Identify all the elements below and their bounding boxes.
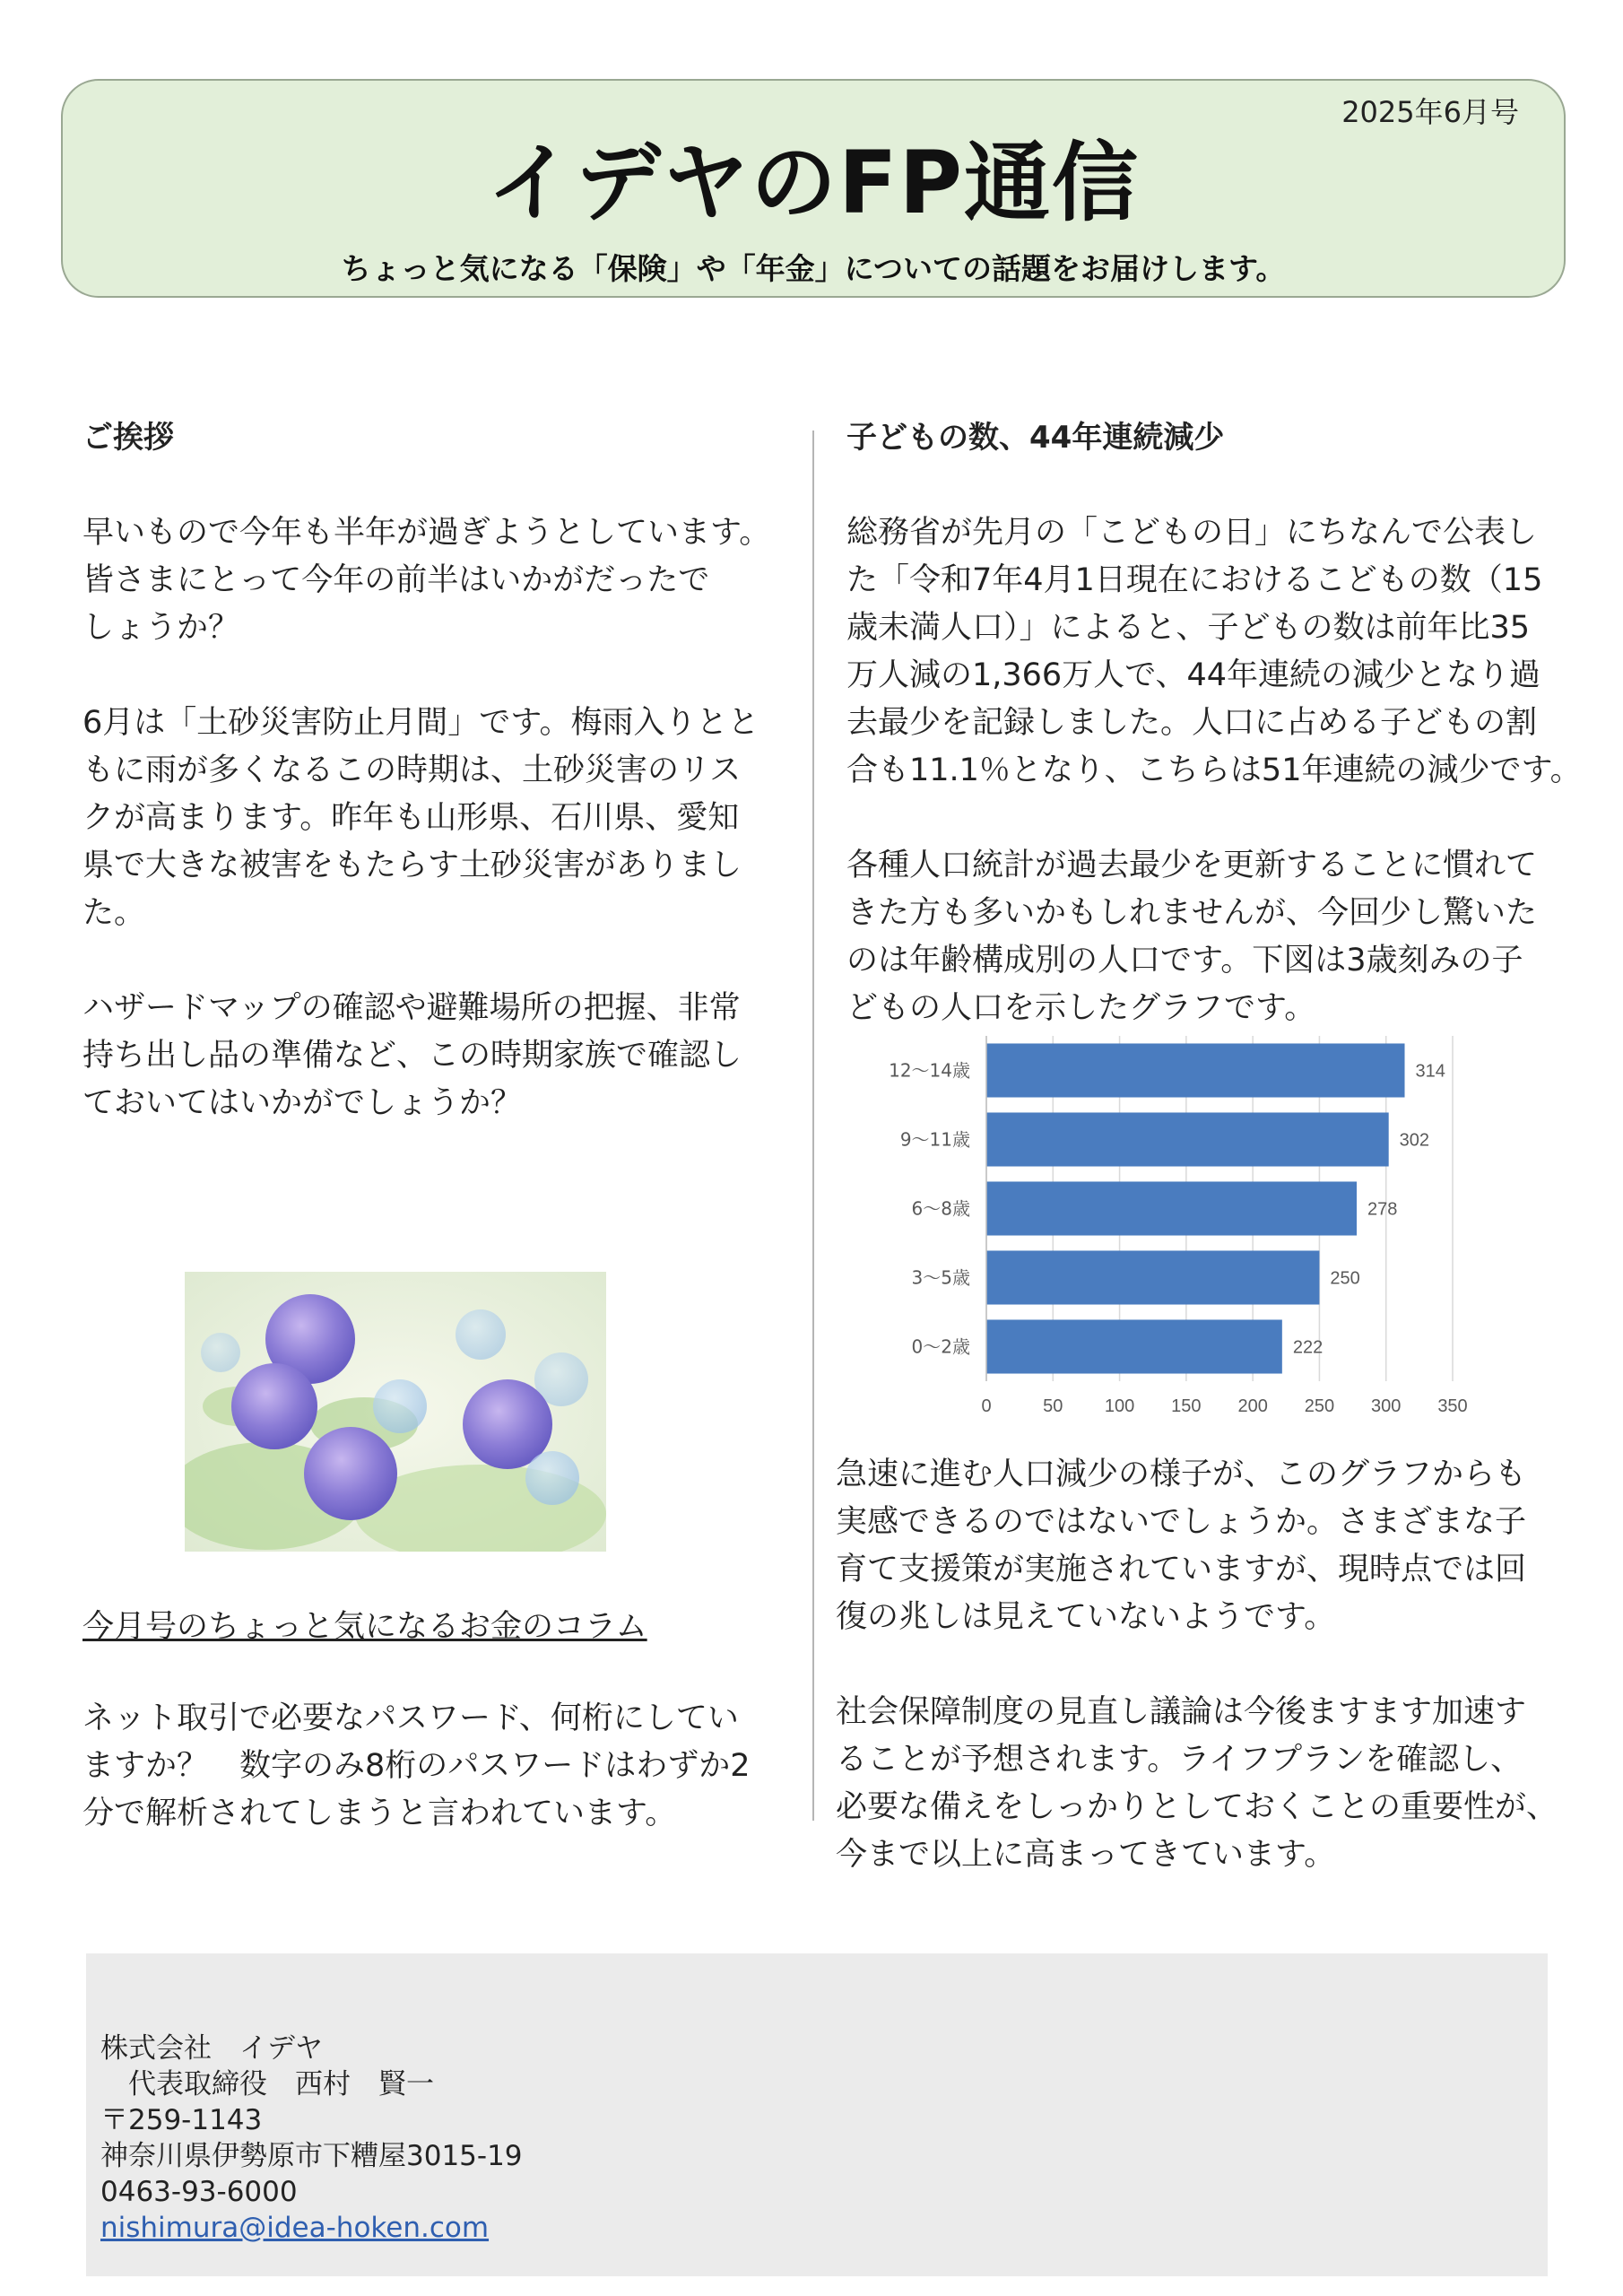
children-heading: 子どもの数、44年連続減少 — [846, 420, 1225, 456]
greeting-heading: ご挨拶 — [82, 420, 174, 456]
greeting-paragraph: ハザードマップの確認や避難場所の把握、非常 持ち出し品の準備など、この時期家族で確認し ておいてはいかがでしょうか？ — [82, 990, 742, 1121]
children-paragraph: 各種人口統計が過去最少を更新することに慣れて きた方も多いかもしれませんが、今回少し驚いた のは年齢構成別の人口です。下図は3歳刻みの子 どもの人口を示したグラフです。 — [846, 848, 1538, 1026]
greeting-paragraph: 6月は「土砂災害防止月間」です。梅雨入りとと もに雨が多くなるこの時期は、土砂災害のリス クが高まります。昨年も山形県、石川県、愛知 県で大きな被害をもたらす土砂災害がありまし た。 — [82, 705, 759, 931]
conclusion-paragraph: 急速に進む人口減少の様子が、このグラフからも 実感できるのではないでしょうか。さまざまな子 育て支援策が実施されていますが、現時点では回 復の兆しは見えていないようです。 — [836, 1457, 1527, 1635]
x-tick-label: 0 — [981, 1396, 992, 1416]
bar — [986, 1319, 1282, 1373]
newsletter-subtitle: ちょっと気になる「保険」や「年金」についての話題をお届けします。 — [341, 251, 1286, 286]
x-tick-label: 150 — [1171, 1396, 1202, 1416]
data-label: 302 — [1399, 1130, 1430, 1151]
company-name: 株式会社 イデヤ — [100, 2032, 323, 2065]
x-tick-label: 250 — [1304, 1396, 1335, 1416]
x-tick-label: 50 — [1043, 1396, 1063, 1416]
postal-code: 〒259-1143 — [100, 2104, 263, 2136]
category-label: 9～11歳 — [899, 1128, 970, 1151]
bar — [986, 1112, 1389, 1166]
newsletter-title: イデヤのFP通信 — [487, 133, 1140, 233]
greeting-section — [82, 414, 800, 1127]
email-link[interactable]: nishimura@idea-hoken.com — [100, 2212, 490, 2244]
age-population-chart — [843, 1031, 1488, 1435]
column-divider — [812, 430, 814, 1821]
data-label: 278 — [1367, 1199, 1398, 1220]
category-label: 0～2歳 — [911, 1335, 970, 1358]
children-section — [846, 414, 1591, 1032]
data-label: 250 — [1330, 1268, 1360, 1289]
category-label: 3～5歳 — [911, 1266, 970, 1289]
category-label: 6～8歳 — [911, 1197, 970, 1220]
data-label: 314 — [1415, 1061, 1445, 1082]
issue-date: 2025年6月号 — [1341, 95, 1519, 129]
x-tick-label: 100 — [1104, 1396, 1135, 1416]
hydrangea-illustration — [185, 1272, 606, 1552]
x-tick-label: 200 — [1237, 1396, 1268, 1416]
children-conclusion — [836, 1451, 1589, 1879]
children-paragraph: 総務省が先月の「こどもの日」にちなんで公表し た「令和7年4月1日現在におけるこどもの数（15 歳未満人口）」によると、子どもの数は前年比35 万人減の1,366万人で、44年連続の減少となり過 去最少を記録しました。人口に占める子どもの割 合も11.1％となり、こちらは51年連続の減少です。 — [846, 515, 1582, 788]
bar — [986, 1043, 1405, 1097]
bar — [986, 1250, 1319, 1304]
footer-contact-box — [86, 1953, 1548, 2276]
money-column-title: 今月号のちょっと気になるお金のコラム — [82, 1609, 647, 1645]
bar — [986, 1181, 1357, 1235]
address: 神奈川県伊勢原市下糟屋3015-19 — [100, 2140, 523, 2172]
x-tick-label: 300 — [1371, 1396, 1402, 1416]
header-banner — [61, 79, 1566, 298]
data-label: 222 — [1292, 1337, 1324, 1358]
conclusion-paragraph: 社会保障制度の見直し議論は今後ますます加速す ることが予想されます。ライフプランを確認し、 必要な備えをしっかりとしておくことの重要性が、 今まで以上に高まってきています。 — [836, 1694, 1558, 1873]
x-tick-label: 350 — [1437, 1396, 1468, 1416]
representative-name: 代表取締役 西村 賢一 — [100, 2068, 434, 2100]
category-label: 12～14歳 — [889, 1059, 970, 1082]
phone-number: 0463-93-6000 — [100, 2176, 298, 2208]
greeting-paragraph: 早いもので今年も半年が過ぎようとしています。 皆さまにとって今年の前半はいかがだったで しょうか？ — [82, 515, 771, 646]
money-column-text: ネット取引で必要なパスワード、何桁にしてい ますか？ 数字のみ8桁のパスワードはわずか2 分で解析されてしまうと言われています。 — [82, 1700, 751, 1831]
